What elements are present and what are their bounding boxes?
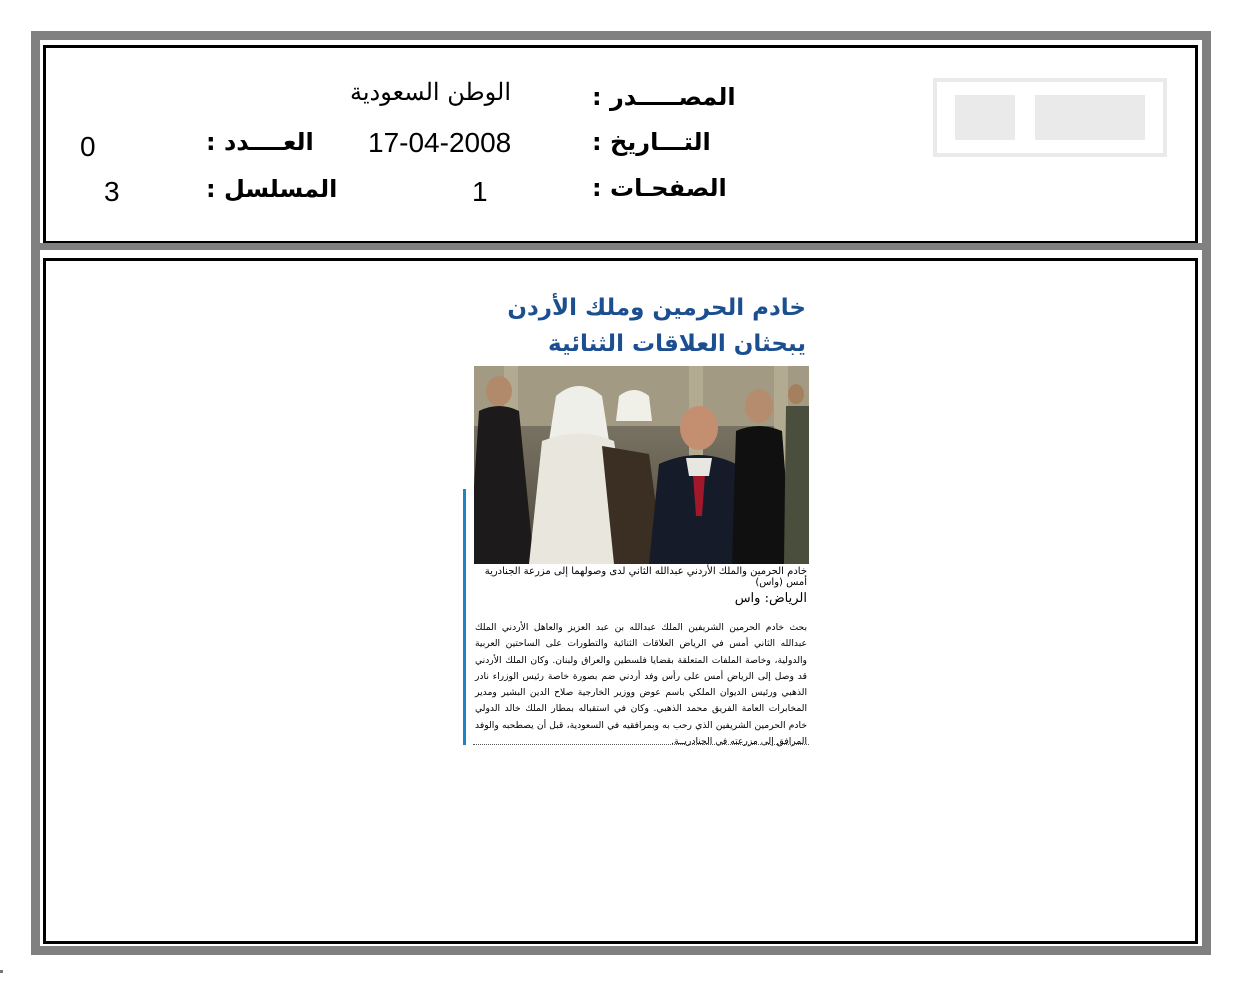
photo-illustration: [474, 366, 809, 564]
bottom-rule: [473, 744, 809, 746]
accent-line: [463, 489, 466, 745]
date-value: 17-04-2008: [368, 127, 512, 158]
source-value: الوطن السعودية: [350, 78, 511, 106]
pages-value: 1: [472, 176, 488, 207]
article-headline: خادم الحرمين وملك الأردن يبحثان العلاقات الثنائية: [507, 295, 806, 357]
page-mark: [0, 970, 3, 973]
article-byline: الرياض: واس: [734, 591, 807, 606]
frame-divider: [40, 243, 1210, 250]
pages-label: الصفحـات :: [592, 174, 727, 202]
issue-label: العــــدد :: [206, 128, 314, 156]
serial-label: المسلسل :: [206, 175, 338, 203]
source-label: المصـــــدر :: [592, 83, 736, 111]
logo-watermark: [925, 70, 1175, 165]
serial-value: 3: [104, 176, 120, 207]
date-label: التـــاريخ :: [592, 128, 711, 156]
photo-caption: خادم الحرمين والملك الأردني عبدالله الثاني لدى وصولهما إلى مزرعة الجنادرية أمس (واس): [484, 566, 807, 588]
article-body: بحث خادم الحرمين الشريفين الملك عبدالله بن عبد العزيز والعاهل الأردني الملك عبدالله الثاني أمس في الرياض العلاقات الثنائية والتطورات على الساحتين العربية والدولية، وخاصة الملفات المتعلقة بقضايا فلسطين والعراق ولبنان. وكان الملك الأردني قد وصل إلى الرياض أمس على رأس وفد أردني ضم بصورة خاصة رئيس الوزراء نادر الذهبي ورئيس الديوان الملكي باسم عوض ووزير الخارجية صلاح الدين البشير ومدير المخابرات العامة الفريق محمد الذهبي. وكان في استقباله بمطار الملك خالد الدولي خادم الحرمين الشريفين الذي رحب به وبمرافقيه في السعودية، قبل أن يصطحبه والوفد المرافق إلى مزرعته في الجنادريــة.: [475, 622, 807, 748]
news-clipping: [463, 290, 809, 748]
article-photo: [474, 366, 809, 564]
issue-value: 0: [80, 131, 96, 162]
